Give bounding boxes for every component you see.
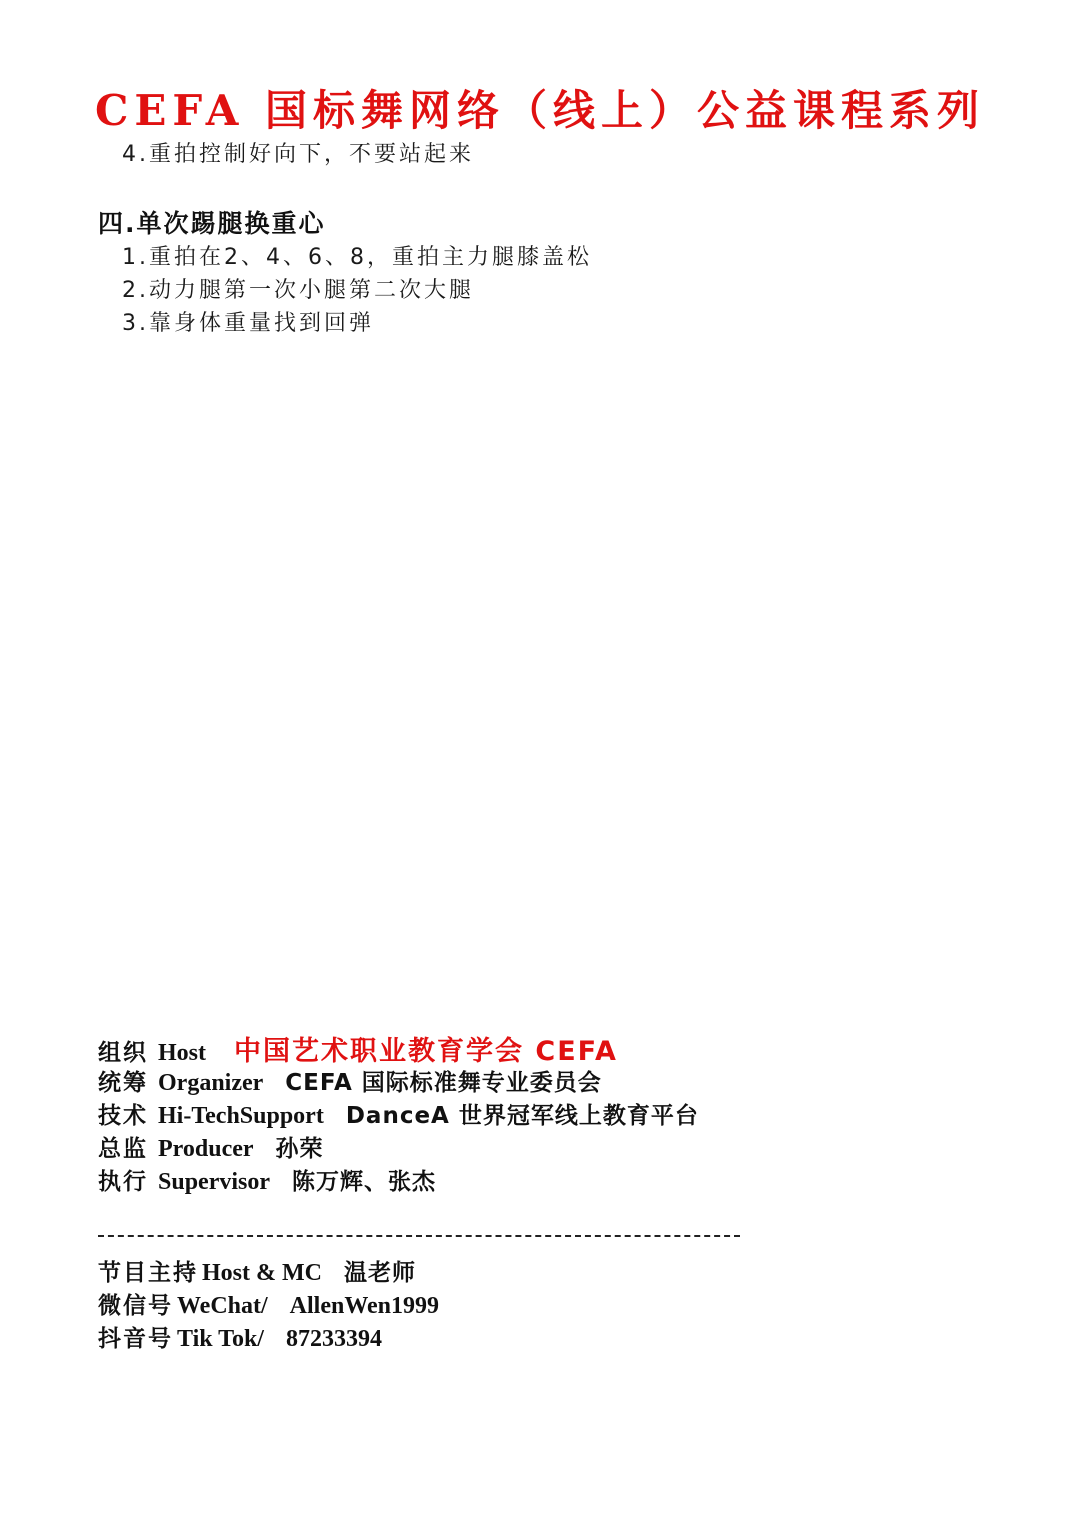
credit-supervisor [98, 1163, 436, 1196]
credit-tech [98, 1097, 699, 1130]
contact-mc-cn: 节目主持 [98, 1260, 198, 1286]
contact-wechat-cn: 微信号 [98, 1293, 173, 1319]
section-heading: 四.单次踢腿换重心 [98, 209, 326, 238]
section-item-2: 2.动力腿第一次小腿第二次大腿 [122, 278, 474, 303]
credit-supervisor-en: Supervisor [158, 1169, 271, 1195]
credit-producer-value: 孙荣 [275, 1136, 324, 1162]
credit-organizer [98, 1064, 602, 1097]
credit-supervisor-cn: 执行 [98, 1169, 148, 1195]
section-item-1: 1.重拍在2、4、6、8，重拍主力腿膝盖松 [122, 245, 592, 270]
contact-mc-en: Host & MC [202, 1260, 322, 1286]
credit-supervisor-value: 陈万辉、张杰 [292, 1169, 437, 1195]
credit-organizer-en: Organizer [158, 1070, 264, 1096]
credit-organizer-value: CEFA 国际标准舞专业委员会 [285, 1070, 602, 1096]
contact-mc [98, 1254, 416, 1287]
credit-tech-cn: 技术 [98, 1103, 148, 1129]
previous-item: 4.重拍控制好向下，不要站起来 [122, 142, 474, 167]
credit-host [98, 1029, 618, 1068]
section-item-3: 3.靠身体重量找到回弹 [122, 311, 374, 336]
credit-producer-cn: 总监 [98, 1136, 148, 1162]
contact-wechat-value: AllenWen1999 [289, 1293, 440, 1319]
contact-tiktok-en: Tik Tok/ [177, 1326, 264, 1352]
credit-host-cn: 组织 [98, 1040, 148, 1066]
credit-producer [98, 1130, 324, 1163]
contact-tiktok-cn: 抖音号 [98, 1326, 173, 1352]
contact-mc-value: 温老师 [343, 1260, 416, 1286]
credit-host-en: Host [158, 1040, 206, 1066]
contact-tiktok-value: 87233394 [285, 1326, 382, 1352]
credit-producer-en: Producer [158, 1136, 254, 1162]
contact-wechat [98, 1287, 439, 1320]
credit-host-value: 中国艺术职业教育学会 CEFA [234, 1036, 618, 1067]
contact-tiktok [98, 1320, 382, 1353]
page-title: CEFA 国标舞网络（线上）公益课程系列 [94, 86, 985, 135]
credit-organizer-cn: 统筹 [98, 1070, 148, 1096]
contact-wechat-en: WeChat/ [177, 1293, 268, 1319]
credit-tech-value: DanceA 世界冠军线上教育平台 [345, 1103, 699, 1129]
credit-tech-en: Hi-TechSupport [158, 1103, 324, 1129]
dashed-divider [98, 1235, 740, 1237]
